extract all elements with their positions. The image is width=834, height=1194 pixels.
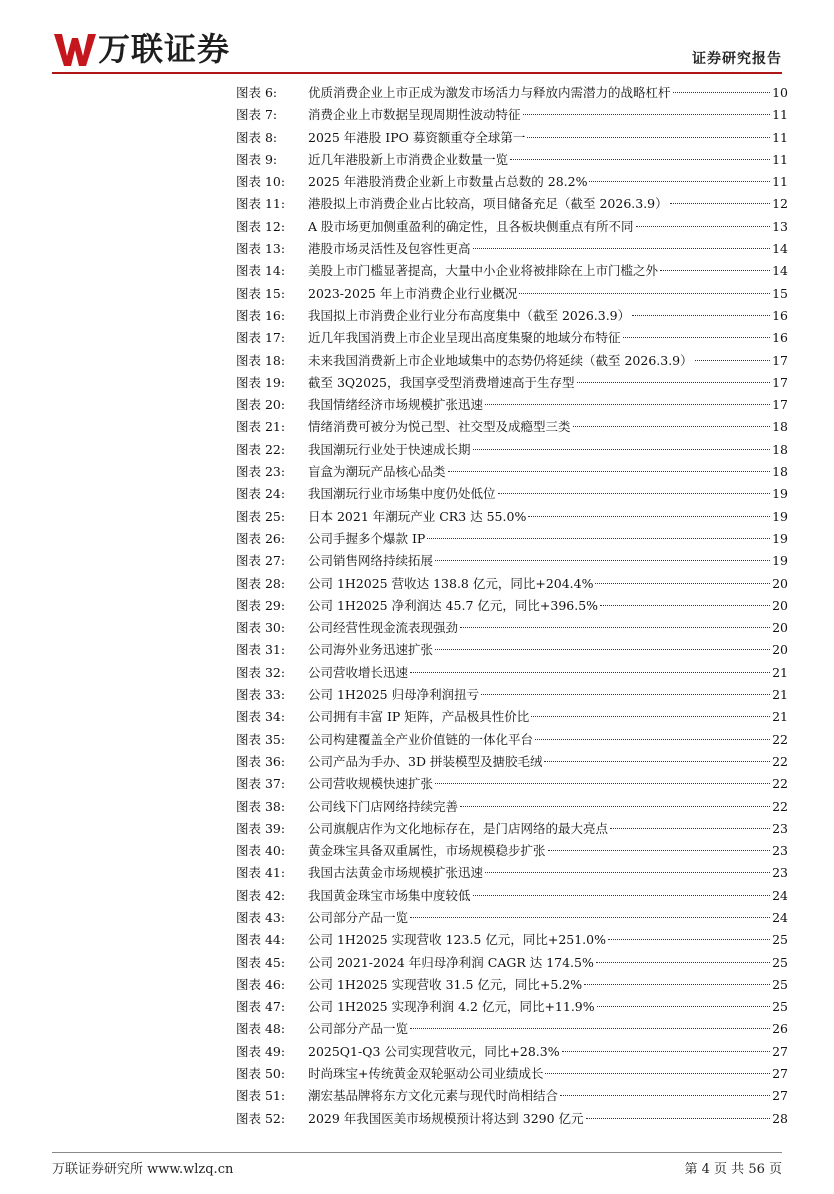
toc-entry-body [308,706,788,728]
toc-entry-body [308,662,788,684]
toc-figure-title: 公司营收规模快速扩张 [308,776,434,792]
toc-figure-title: 公司手握多个爆款 IP [308,530,426,546]
toc-entry[interactable] [236,1085,788,1107]
toc-figure-title: 2029 年我国医美市场规模预计将达到 3290 亿元 [308,1110,584,1126]
toc-figure-title: 公司部分产品一览 [308,909,409,925]
toc-entry[interactable] [236,1063,788,1085]
toc-figure-title: 公司线下门店网络持续完善 [308,798,459,814]
logo-text: 万联证券 [98,30,231,68]
toc-figure-label: 图表 49: [236,1043,286,1059]
toc-figure-label: 图表 50: [236,1066,286,1082]
toc-page-number: 24 [772,909,788,925]
toc-leader-dots [523,114,771,115]
toc-entry[interactable] [236,907,788,929]
toc-entry[interactable] [236,483,788,505]
toc-entry-body [308,684,788,706]
toc-figure-label: 图表 35: [236,731,286,747]
toc-leader-dots [673,92,771,93]
toc-entry[interactable] [236,729,788,751]
toc-entry[interactable] [236,550,788,572]
toc-figure-title: 日本 2021 年潮玩产业 CR3 达 55.0% [308,508,527,524]
toc-figure-label: 图表 30: [236,620,286,636]
toc-entry-body [308,327,788,349]
toc-figure-title: 消费企业上市数据呈现周期性波动特征 [308,107,521,123]
toc-leader-dots [597,1006,770,1007]
toc-entry-body [308,595,788,617]
toc-entry[interactable] [236,193,788,215]
toc-figure-label: 图表 15: [236,285,286,301]
toc-leader-dots [410,672,770,673]
toc-entry[interactable] [236,372,788,394]
toc-page-number: 14 [772,241,788,257]
toc-entry-body [308,885,788,907]
toc-entry-body [308,149,788,171]
toc-entry[interactable] [236,528,788,550]
toc-figure-label: 图表 47: [236,999,286,1015]
toc-leader-dots [608,939,770,940]
toc-figure-title: 港股市场灵活性及包容性更高 [308,241,471,257]
toc-leader-dots [448,471,771,472]
toc-entry[interactable] [236,216,788,238]
toc-figure-label: 图表 38: [236,798,286,814]
toc-entry-body [308,996,788,1018]
toc-entry[interactable] [236,996,788,1018]
toc-leader-dots [589,181,770,182]
toc-entry[interactable] [236,82,788,104]
toc-leader-dots [473,895,771,896]
toc-entry-body [308,840,788,862]
toc-page-number: 16 [772,330,788,346]
toc-figure-title: 我国情绪经济市场规模扩张迅速 [308,397,484,413]
toc-figure-title: 公司 1H2025 实现营收 123.5 亿元，同比+251.0% [308,932,606,948]
toc-figure-label: 图表 9: [236,151,278,167]
toc-page-number: 26 [772,1021,788,1037]
toc-leader-dots [595,583,770,584]
toc-leader-dots [519,293,770,294]
toc-page-number: 20 [772,575,788,591]
toc-page-number: 17 [772,352,788,368]
toc-figure-label: 图表 24: [236,486,286,502]
toc-entry-body [308,639,788,661]
toc-entry[interactable] [236,952,788,974]
toc-figure-label: 图表 13: [236,241,286,257]
toc-figure-label: 图表 51: [236,1088,286,1104]
toc-page-number: 11 [772,107,788,123]
toc-page-number: 20 [772,620,788,636]
toc-page-number: 14 [772,263,788,279]
footer-divider [52,1152,782,1153]
toc-entry[interactable] [236,974,788,996]
toc-figure-title: 公司 2021-2024 年归母净利润 CAGR 达 174.5% [308,954,594,970]
toc-figure-label: 图表 23: [236,464,286,480]
toc-figure-title: 公司 1H2025 净利润达 45.7 亿元，同比+396.5% [308,597,599,613]
toc-leader-dots [473,248,771,249]
toc-figure-title: 公司产品为手办、3D 拼装模型及搪胶毛绒 [308,753,543,769]
toc-entry-body [308,439,788,461]
toc-figure-label: 图表 37: [236,776,286,792]
page-number: 第 4 页 共 56 页 [684,1162,782,1177]
toc-figure-title: 优质消费企业上市正成为激发市场活力与释放内需潜力的战略杠杆 [308,85,671,100]
toc-entry-body [308,1108,788,1130]
toc-entry-body [308,818,788,840]
toc-figure-title: 我国黄金珠宝市场集中度较低 [308,887,471,903]
toc-page-number: 12 [772,196,788,212]
toc-leader-dots [596,962,770,963]
toc-entry[interactable] [236,104,788,126]
toc-figure-title: A 股市场更加侧重盈利的确定性，且各板块侧重点有所不同 [308,218,634,234]
toc-figure-label: 图表 21: [236,419,286,435]
toc-figure-title: 美股上市门槛显著提高，大量中小企业将被排除在上市门槛之外 [308,263,659,279]
toc-figure-label: 图表 26: [236,530,286,546]
toc-entry-body [308,283,788,305]
toc-figure-title: 公司 1H2025 实现净利润 4.2 亿元，同比+11.9% [308,999,595,1015]
toc-figure-title: 公司拥有丰富 IP 矩阵，产品极具性价比 [308,709,530,725]
toc-entry-body [308,573,788,595]
toc-leader-dots [527,137,770,138]
toc-entry-body [308,1085,788,1107]
toc-entry[interactable] [236,684,788,706]
toc-entry[interactable] [236,818,788,840]
toc-entry-body [308,461,788,483]
toc-entry[interactable] [236,127,788,149]
toc-page-number: 18 [772,464,788,480]
toc-entry-body [308,216,788,238]
toc-leader-dots [544,761,770,762]
wanlian-logo-icon [54,30,96,68]
toc-figure-label: 图表 40: [236,843,286,859]
toc-figure-label: 图表 18: [236,352,286,368]
toc-figure-title: 黄金珠宝具备双重属性，市场规模稳步扩张 [308,843,546,859]
toc-entry-body [308,974,788,996]
toc-leader-dots [510,159,770,160]
toc-entry-body [308,729,788,751]
toc-entry[interactable] [236,283,788,305]
toc-entry[interactable] [236,461,788,483]
toc-leader-dots [670,203,770,204]
toc-page-number: 11 [772,174,788,190]
toc-page-number: 17 [772,374,788,390]
toc-page-number: 27 [772,1066,788,1082]
toc-figure-label: 图表 7: [236,107,278,123]
toc-figure-title: 公司海外业务迅速扩张 [308,642,434,658]
toc-page-number: 25 [772,932,788,948]
toc-page-number: 11 [772,129,788,145]
footer-source: 万联证券研究所 www.wlzq.cn [52,1162,234,1177]
toc-page-number: 22 [772,731,788,747]
toc-entry-body [308,751,788,773]
page-header [0,0,834,80]
toc-entry-body [308,350,788,372]
toc-leader-dots [528,516,770,517]
toc-figure-label: 图表 10: [236,174,286,190]
toc-figure-label: 图表 25: [236,508,286,524]
toc-page-number: 20 [772,642,788,658]
toc-entry[interactable] [236,171,788,193]
toc-entry-body [308,617,788,639]
toc-leader-dots [562,1051,771,1052]
toc-figure-title: 截至 3Q2025，我国享受型消费增速高于生存型 [308,374,575,390]
toc-figure-label: 图表 45: [236,954,286,970]
toc-entry-body [308,193,788,215]
toc-entry-body [308,260,788,282]
toc-figure-label: 图表 29: [236,597,286,613]
toc-page-number: 19 [772,508,788,524]
toc-figure-title: 公司 1H2025 实现营收 31.5 亿元，同比+5.2% [308,976,583,992]
toc-leader-dots [460,806,770,807]
toc-leader-dots [435,649,770,650]
toc-page-number: 11 [772,151,788,167]
toc-figure-title: 公司销售网络持续拓展 [308,553,434,569]
toc-figure-title: 未来我国消费新上市企业地域集中的态势仍将延续（截至 2026.3.9） [308,352,693,368]
toc-entry-body [308,305,788,327]
toc-entry[interactable] [236,773,788,795]
toc-figure-title: 公司经营性现金流表现强劲 [308,620,459,636]
toc-entry[interactable] [236,238,788,260]
toc-page-number: 21 [772,687,788,703]
toc-entry[interactable] [236,1108,788,1130]
toc-figure-label: 图表 48: [236,1021,286,1037]
toc-figure-label: 图表 8: [236,129,278,145]
toc-figure-label: 图表 22: [236,441,286,457]
toc-entry[interactable] [236,751,788,773]
toc-figure-label: 图表 27: [236,553,286,569]
toc-figure-title: 我国拟上市消费企业行业分布高度集中（截至 2026.3.9） [308,307,631,323]
toc-figure-title: 情绪消费可被分为悦己型、社交型及成瘾型三类 [308,419,571,435]
toc-figure-title: 公司部分产品一览 [308,1021,409,1037]
toc-entry[interactable] [236,305,788,327]
toc-entry-body [308,238,788,260]
toc-entry[interactable] [236,885,788,907]
toc-figure-label: 图表 32: [236,664,286,680]
toc-leader-dots [460,627,770,628]
toc-page-number: 23 [772,843,788,859]
toc-entry-body [308,1041,788,1063]
toc-page-number: 23 [772,820,788,836]
toc-figure-title: 我国古法黄金市场规模扩张迅速 [308,865,484,881]
toc-entry-body [308,862,788,884]
toc-page-number: 17 [772,397,788,413]
toc-entry-body [308,528,788,550]
toc-leader-dots [481,694,770,695]
toc-leader-dots [410,1028,770,1029]
toc-figure-label: 图表 33: [236,687,286,703]
toc-figure-label: 图表 39: [236,820,286,836]
toc-figure-label: 图表 52: [236,1110,286,1126]
toc-figure-label: 图表 34: [236,709,286,725]
toc-entry-body [308,773,788,795]
toc-leader-dots [660,270,770,271]
toc-leader-dots [435,783,770,784]
toc-entry[interactable] [236,1018,788,1040]
toc-entry[interactable] [236,662,788,684]
toc-figure-title: 时尚珠宝+传统黄金双轮驱动公司业绩成长 [308,1066,544,1082]
toc-page-number: 20 [772,597,788,613]
toc-entry[interactable] [236,350,788,372]
report-type-label: 证券研究报告 [692,51,782,67]
toc-page-number: 22 [772,753,788,769]
toc-entry-body [308,1063,788,1085]
toc-figure-label: 图表 17: [236,330,286,346]
toc-entry[interactable] [236,929,788,951]
toc-entry-body [308,506,788,528]
toc-entry-body [308,372,788,394]
toc-page-number: 28 [772,1110,788,1126]
toc-entry-body [308,796,788,818]
toc-entry-body [308,907,788,929]
toc-page-number: 25 [772,954,788,970]
toc-entry[interactable] [236,573,788,595]
toc-figure-label: 图表 14: [236,263,286,279]
toc-leader-dots [636,226,771,227]
toc-figure-title: 盲盒为潮玩产品核心品类 [308,464,446,480]
toc-page-number: 18 [772,441,788,457]
toc-entry[interactable] [236,617,788,639]
toc-page-number: 13 [772,218,788,234]
toc-page-number: 27 [772,1043,788,1059]
toc-entry[interactable] [236,260,788,282]
toc-entry-body [308,929,788,951]
toc-entry[interactable] [236,416,788,438]
toc-entry-body [308,483,788,505]
toc-entry-body [308,127,788,149]
toc-page-number: 25 [772,976,788,992]
toc-figure-label: 图表 44: [236,932,286,948]
toc-entry[interactable] [236,439,788,461]
toc-page-number: 19 [772,530,788,546]
toc-figure-title: 潮宏基品牌将东方文化元素与现代时尚相结合 [308,1088,559,1104]
toc-entry[interactable] [236,595,788,617]
toc-leader-dots [427,538,770,539]
toc-entry[interactable] [236,506,788,528]
toc-leader-dots [573,426,771,427]
toc-entry[interactable] [236,149,788,171]
toc-figure-title: 我国潮玩行业处于快速成长期 [308,441,471,457]
toc-figure-title: 公司 1H2025 营收达 138.8 亿元，同比+204.4% [308,575,594,591]
toc-page-number: 15 [772,285,788,301]
toc-figure-title: 公司营收增长迅速 [308,664,409,680]
toc-figure-title: 2023-2025 年上市消费企业行业概况 [308,285,518,301]
toc-page-number: 19 [772,553,788,569]
toc-entry-body [308,82,788,104]
toc-leader-dots [473,449,771,450]
toc-leader-dots [531,716,770,717]
toc-figure-title: 公司旗舰店作为文化地标存在，是门店网络的最大亮点 [308,820,609,836]
toc-figure-label: 图表 43: [236,909,286,925]
toc-entry-body [308,171,788,193]
toc-figure-label: 图表 11: [236,196,286,212]
toc-page-number: 16 [772,307,788,323]
toc-leader-dots [485,872,770,873]
toc-leader-dots [586,1118,771,1119]
toc-page-number: 19 [772,486,788,502]
toc-leader-dots [695,360,770,361]
toc-figure-label: 图表 42: [236,887,286,903]
toc-leader-dots [545,1073,770,1074]
toc-figure-label: 图表 46: [236,976,286,992]
toc-leader-dots [435,560,770,561]
toc-leader-dots [610,828,770,829]
toc-leader-dots [485,404,770,405]
toc-page-number: 21 [772,709,788,725]
toc-figure-title: 近几年我国消费上市企业呈现出高度集聚的地域分布特征 [308,330,621,346]
toc-figure-title: 2025Q1-Q3 公司实现营收元，同比+28.3% [308,1043,560,1059]
toc-leader-dots [600,605,770,606]
header-divider [52,72,782,74]
toc-entry-body [308,394,788,416]
toc-figure-label: 图表 31: [236,642,286,658]
toc-figure-label: 图表 19: [236,374,286,390]
toc-leader-dots [410,917,770,918]
toc-figure-title: 2025 年港股 IPO 募资额重夺全球第一 [308,129,526,145]
toc-figure-title: 近几年港股新上市消费企业数量一览 [308,151,509,167]
toc-entry[interactable] [236,1041,788,1063]
toc-page-number: 18 [772,419,788,435]
toc-page-number: 22 [772,776,788,792]
toc-leader-dots [548,850,771,851]
toc-leader-dots [560,1095,770,1096]
toc-figure-title: 我国潮玩行业市场集中度仍处低位 [308,486,496,502]
toc-page-number: 25 [772,999,788,1015]
toc-entry[interactable] [236,394,788,416]
toc-entry[interactable] [236,796,788,818]
toc-page-number: 21 [772,664,788,680]
toc-entry-body [308,952,788,974]
toc-entry[interactable] [236,327,788,349]
toc-figure-title: 公司构建覆盖全产业价值链的一体化平台 [308,731,534,747]
toc-figure-title: 港股拟上市消费企业占比较高，项目储备充足（截至 2026.3.9） [308,196,668,212]
toc-leader-dots [498,493,771,494]
toc-entry-body [308,416,788,438]
toc-leader-dots [584,984,770,985]
toc-entry-body [308,550,788,572]
toc-entry[interactable] [236,639,788,661]
toc-figure-label: 图表 20: [236,397,286,413]
toc-leader-dots [623,337,771,338]
toc-leader-dots [535,739,770,740]
toc-page-number: 23 [772,865,788,881]
toc-entry[interactable] [236,706,788,728]
toc-figure-title: 2025 年港股消费企业新上市数量占总数的 28.2% [308,174,588,190]
toc-figure-label: 图表 12: [236,218,286,234]
toc-entry[interactable] [236,840,788,862]
toc-entry-body [308,1018,788,1040]
toc-page-number: 10 [772,85,788,100]
toc-figure-label: 图表 36: [236,753,286,769]
toc-figure-label: 图表 41: [236,865,286,881]
toc-leader-dots [632,315,770,316]
toc-figure-label: 图表 6: [236,85,278,100]
toc-page-number: 24 [772,887,788,903]
toc-leader-dots [577,382,771,383]
figure-list [236,82,788,1130]
company-logo [54,30,230,68]
toc-figure-title: 公司 1H2025 归母净利润扭亏 [308,687,480,703]
toc-figure-label: 图表 16: [236,307,286,323]
toc-entry[interactable] [236,862,788,884]
toc-page-number: 22 [772,798,788,814]
toc-figure-label: 图表 28: [236,575,286,591]
toc-page-number: 27 [772,1088,788,1104]
toc-entry-body [308,104,788,126]
